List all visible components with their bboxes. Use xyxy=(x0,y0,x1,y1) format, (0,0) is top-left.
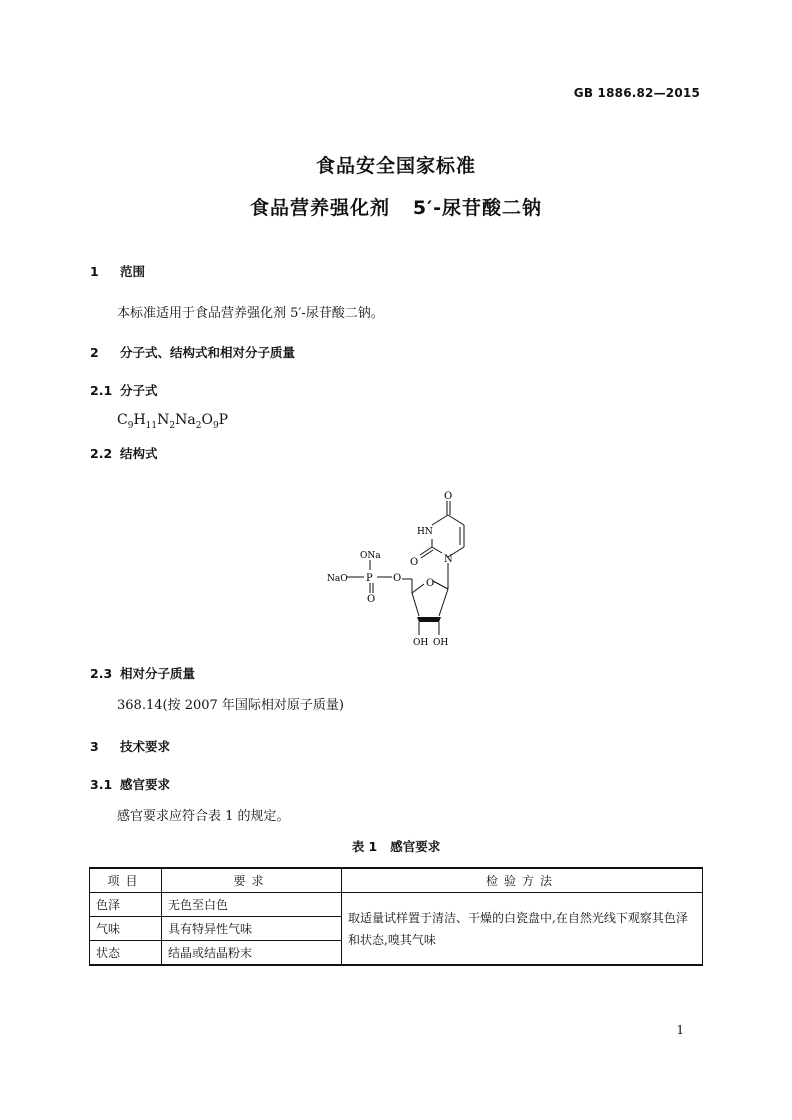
atom-label-oh-2: OH xyxy=(433,638,449,648)
table-header-requirement: 要求 xyxy=(162,868,342,893)
atom-label-ona: ONa xyxy=(360,551,381,561)
formula-c: $C_9$ xyxy=(117,412,134,431)
section-2-1-heading xyxy=(90,381,158,399)
section-3-heading xyxy=(90,737,170,755)
table-cell-requirement: 结晶或结晶粉末 xyxy=(162,941,342,966)
table-cell-requirement: 无色至白色 xyxy=(162,893,342,917)
table-caption: 表 1 感官要求 xyxy=(351,839,441,854)
section-number: 2.2 xyxy=(90,446,113,461)
section-1-heading xyxy=(90,262,145,280)
table-header-item: 项目 xyxy=(90,868,162,893)
table-cell-item: 气味 xyxy=(90,917,162,941)
table-header-row xyxy=(90,868,703,893)
atom-label-n: N xyxy=(444,554,453,565)
table-cell-method: 取适量试样置于清洁、干燥的白瓷盘中,在自然光线下观察其色泽和状态,嗅其气味 xyxy=(342,893,703,966)
formula-p: P xyxy=(218,412,229,428)
section-2-heading xyxy=(90,343,295,361)
section-title: 分子式、结构式和相对分子质量 xyxy=(120,345,296,360)
structural-formula xyxy=(320,483,490,653)
section-title: 技术要求 xyxy=(120,739,171,754)
sensory-requirements-table xyxy=(89,867,703,966)
atom-label-o-bottom: O xyxy=(367,594,376,605)
molecular-formula xyxy=(117,412,228,431)
section-number: 3.1 xyxy=(90,777,113,792)
section-number: 2 xyxy=(90,345,99,360)
section-3-1-heading xyxy=(90,775,170,793)
table-cell-item: 状态 xyxy=(90,941,162,966)
page-number: 1 xyxy=(676,1023,684,1037)
atom-label-p: P xyxy=(366,573,373,584)
atom-label-o-top: O xyxy=(444,491,453,502)
section-title: 分子式 xyxy=(120,383,158,398)
section-1-body: 本标准适用于食品营养强化剂 5′-尿苷酸二钠。 xyxy=(117,306,384,321)
document-subtitle: 食品营养强化剂 5′-尿苷酸二钠 xyxy=(250,197,542,219)
section-title: 感官要求 xyxy=(120,777,171,792)
formula-h: $H_{11}$ xyxy=(133,412,158,431)
section-number: 3 xyxy=(90,739,99,754)
atom-label-nao: NaO xyxy=(327,574,348,584)
section-title: 相对分子质量 xyxy=(120,666,196,681)
formula-na: $Na_2$ xyxy=(175,412,202,431)
atom-label-oh-1: OH xyxy=(413,638,429,648)
section-2-3-body: 368.14(按 2007 年国际相对原子质量) xyxy=(117,698,344,713)
atom-label-o-left: O xyxy=(410,557,419,568)
standard-code: GB 1886.82—2015 xyxy=(573,86,700,100)
section-2-2-heading xyxy=(90,444,158,462)
section-title: 范围 xyxy=(120,264,146,279)
atom-label-hn: HN xyxy=(417,527,433,537)
table-row xyxy=(90,893,703,917)
section-number: 2.3 xyxy=(90,666,113,681)
section-number: 1 xyxy=(90,264,99,279)
section-2-3-heading xyxy=(90,664,195,682)
formula-o: $O_9$ xyxy=(201,412,219,431)
table-header-method: 检验方法 xyxy=(342,868,703,893)
section-3-1-body: 感官要求应符合表 1 的规定。 xyxy=(117,809,290,824)
formula-n: $N_2$ xyxy=(157,412,176,431)
table-cell-item: 色泽 xyxy=(90,893,162,917)
atom-label-o-bridge: O xyxy=(393,573,402,584)
table-cell-requirement: 具有特异性气味 xyxy=(162,917,342,941)
document-title: 食品安全国家标准 xyxy=(315,155,476,177)
section-number: 2.1 xyxy=(90,383,113,398)
section-title: 结构式 xyxy=(120,446,158,461)
atom-label-o-ring: O xyxy=(426,578,435,589)
